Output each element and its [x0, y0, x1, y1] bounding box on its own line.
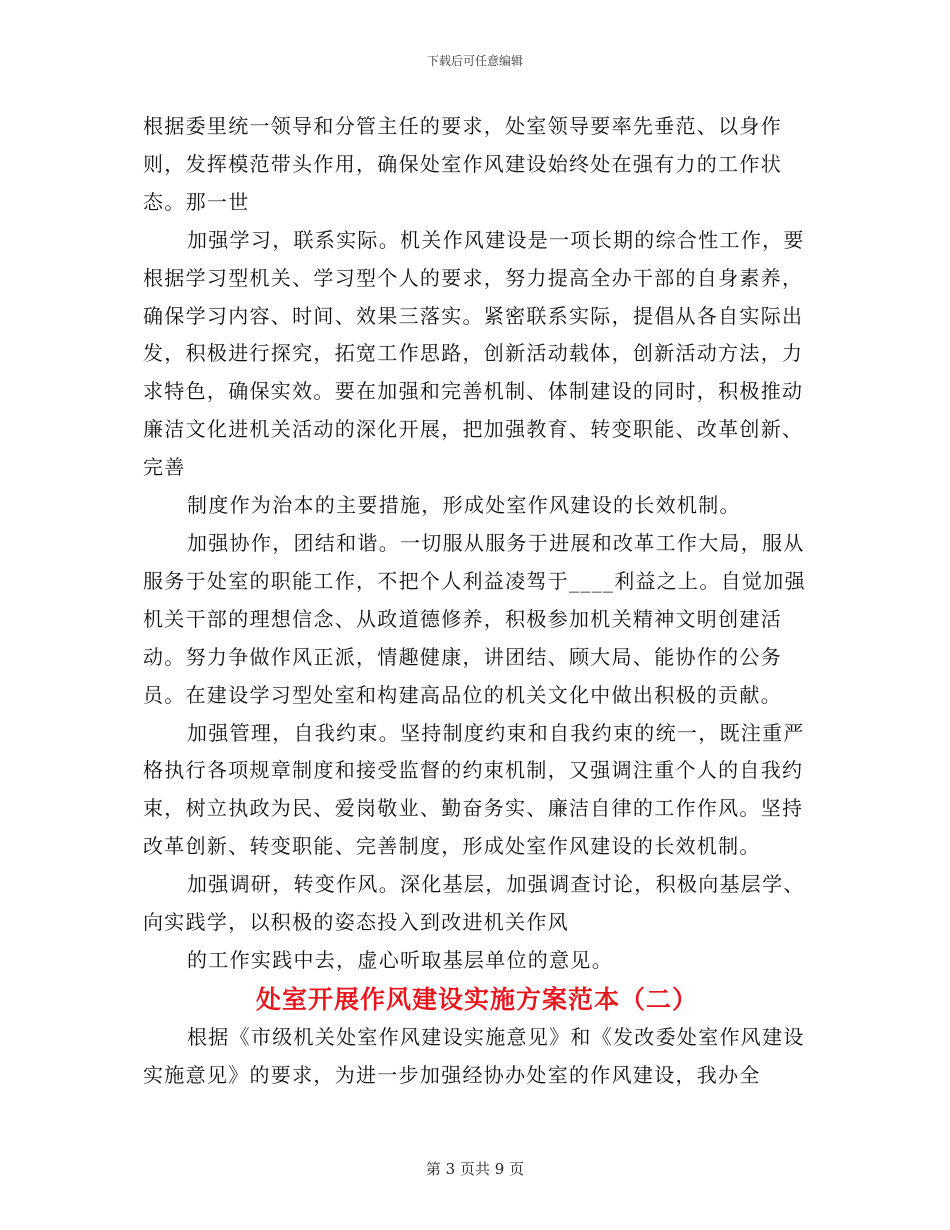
document-body	[143, 108, 811, 1095]
paragraph-system: 制度作为治本的主要措施，形成处室作风建设的长效机制。	[187, 493, 741, 518]
page-header: 下载后可任意编辑	[426, 54, 523, 68]
paragraph-cooperation: 加强协作，团结和谐。一切服从服务于进展和改革工作大局，服从服务于处室的职能工作，不把个人利益凌驾于____利益之上。自觉加强机关干部的理想信念、从政道德修养，积极参加机关精神文明创建活动。努力争做作风正派，情趣健康，讲团结、顾大局、能协作的公务员。在建设学习型处室和构建高品位的机关文化中做出积极的贡献。	[143, 530, 806, 707]
paragraph-study: 加强学习，联系实际。机关作风建设是一项长期的综合性工作，要根据学习型机关、学习型个人的要求，努力提高全办干部的自身素养，确保学习内容、时间、效果三落实。紧密联系实际，提倡从各自实际出发，积极进行探究，拓宽工作思路，创新活动载体，创新活动方法，力求特色，确保实效。要在加强和完善机制、体制建设的同时，积极推动廉洁文化进机关活动的深化开展，把加强教育、转变职能、改革创新、完善	[143, 227, 805, 480]
page-footer: 第 3 页共 9 页	[425, 1160, 525, 1178]
paragraph-research: 加强调研，转变作风。深化基层，加强调查讨论，积极向基层学、向实践学，以积极的姿态投入到改进机关作风	[143, 872, 805, 935]
paragraph-management: 加强管理，自我约束。坚持制度约束和自我约束的统一，既注重严格执行各项规章制度和接受监督的约束机制，又强调注重个人的自我约束，树立执政为民、爱岗敬业、勤奋务实、廉洁自律的工作作风。坚持改革创新、转变职能、完善制度，形成处室作风建设的长效机制。	[143, 720, 805, 859]
paragraph-practice: 的工作实践中去，虚心听取基层单位的意见。	[187, 947, 613, 972]
paragraph-leadership: 根据委里统一领导和分管主任的要求，处室领导要率先垂范、以身作则，发挥模范带头作用，确保处室作风建设始终处在强有力的工作状态。那一世	[143, 114, 782, 214]
paragraph-section-intro: 根据《市级机关处室作风建设实施意见》和《发改委处室作风建设实施意见》的要求，为进一步加强经协办处室的作风建设，我办全	[143, 1024, 805, 1087]
section-title: 处室开展作风建设实施方案范本（二）	[255, 984, 698, 1014]
